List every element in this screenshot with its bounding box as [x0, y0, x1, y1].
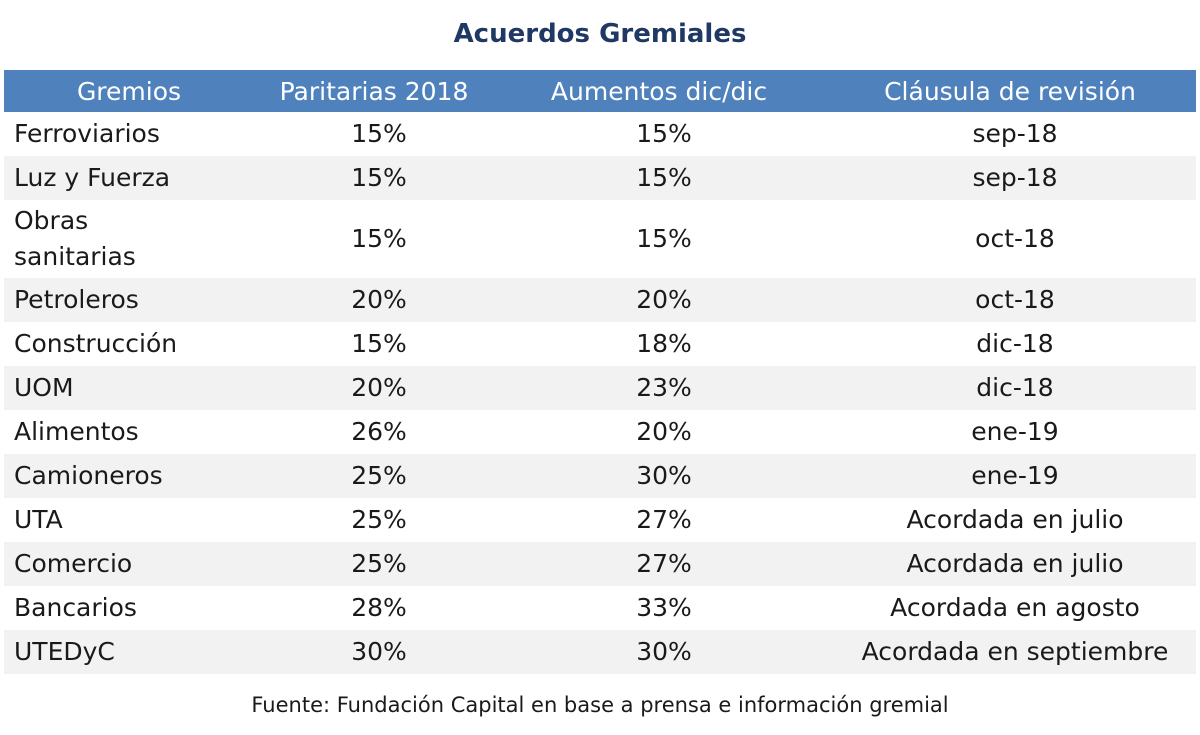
cell-gremio: Comercio — [4, 542, 254, 586]
cell-paritarias: 15% — [254, 156, 494, 200]
cell-gremio: Alimentos — [4, 410, 254, 454]
table-row — [4, 542, 1196, 586]
cell-clausula: Acordada en agosto — [824, 586, 1196, 630]
cell-clausula: ene-19 — [824, 454, 1196, 498]
cell-paritarias: 26% — [254, 410, 494, 454]
column-header-gremios: Gremios — [4, 70, 254, 112]
table-header — [4, 70, 1196, 112]
header-row — [4, 70, 1196, 112]
cell-aumentos: 20% — [494, 278, 824, 322]
cell-paritarias: 30% — [254, 630, 494, 674]
cell-clausula: Acordada en septiembre — [824, 630, 1196, 674]
cell-clausula: oct-18 — [824, 200, 1196, 278]
cell-aumentos: 27% — [494, 498, 824, 542]
table-title: Acuerdos Gremiales — [453, 19, 747, 49]
table-row — [4, 410, 1196, 454]
cell-clausula: dic-18 — [824, 322, 1196, 366]
table-row — [4, 322, 1196, 366]
cell-clausula: dic-18 — [824, 366, 1196, 410]
source-note: Fuente: Fundación Capital en base a prensa e información gremial — [251, 693, 949, 717]
column-header-clausula: Cláusula de revisión — [824, 70, 1196, 112]
table-row — [4, 498, 1196, 542]
cell-paritarias: 20% — [254, 366, 494, 410]
table-row — [4, 156, 1196, 200]
cell-aumentos: 30% — [494, 454, 824, 498]
cell-clausula: Acordada en julio — [824, 542, 1196, 586]
table-row — [4, 200, 1196, 278]
cell-gremio: Construcción — [4, 322, 254, 366]
table-row — [4, 278, 1196, 322]
cell-paritarias: 25% — [254, 454, 494, 498]
cell-aumentos: 15% — [494, 156, 824, 200]
table-row — [4, 454, 1196, 498]
cell-paritarias: 28% — [254, 586, 494, 630]
column-header-aumentos: Aumentos dic/dic — [494, 70, 824, 112]
cell-paritarias: 25% — [254, 498, 494, 542]
table-row — [4, 630, 1196, 674]
cell-clausula: sep-18 — [824, 112, 1196, 156]
cell-gremio: UTA — [4, 498, 254, 542]
cell-gremio: Bancarios — [4, 586, 254, 630]
agreements-table — [4, 70, 1196, 674]
cell-paritarias: 20% — [254, 278, 494, 322]
cell-paritarias: 15% — [254, 200, 494, 278]
table-row — [4, 366, 1196, 410]
table-row — [4, 112, 1196, 156]
cell-aumentos: 20% — [494, 410, 824, 454]
cell-clausula: Acordada en julio — [824, 498, 1196, 542]
cell-aumentos: 23% — [494, 366, 824, 410]
cell-clausula: oct-18 — [824, 278, 1196, 322]
cell-aumentos: 27% — [494, 542, 824, 586]
cell-paritarias: 15% — [254, 322, 494, 366]
cell-aumentos: 30% — [494, 630, 824, 674]
cell-aumentos: 18% — [494, 322, 824, 366]
cell-gremio: Camioneros — [4, 454, 254, 498]
cell-clausula: ene-19 — [824, 410, 1196, 454]
cell-gremio: Obras sanitarias — [4, 200, 254, 278]
column-header-paritarias: Paritarias 2018 — [254, 70, 494, 112]
cell-gremio: Petroleros — [4, 278, 254, 322]
cell-gremio: UOM — [4, 366, 254, 410]
cell-gremio: Ferroviarios — [4, 112, 254, 156]
table-row — [4, 586, 1196, 630]
cell-aumentos: 15% — [494, 112, 824, 156]
cell-gremio: Luz y Fuerza — [4, 156, 254, 200]
cell-paritarias: 15% — [254, 112, 494, 156]
cell-clausula: sep-18 — [824, 156, 1196, 200]
cell-aumentos: 33% — [494, 586, 824, 630]
cell-gremio: UTEDyC — [4, 630, 254, 674]
table-body — [4, 112, 1196, 674]
cell-paritarias: 25% — [254, 542, 494, 586]
cell-aumentos: 15% — [494, 200, 824, 278]
